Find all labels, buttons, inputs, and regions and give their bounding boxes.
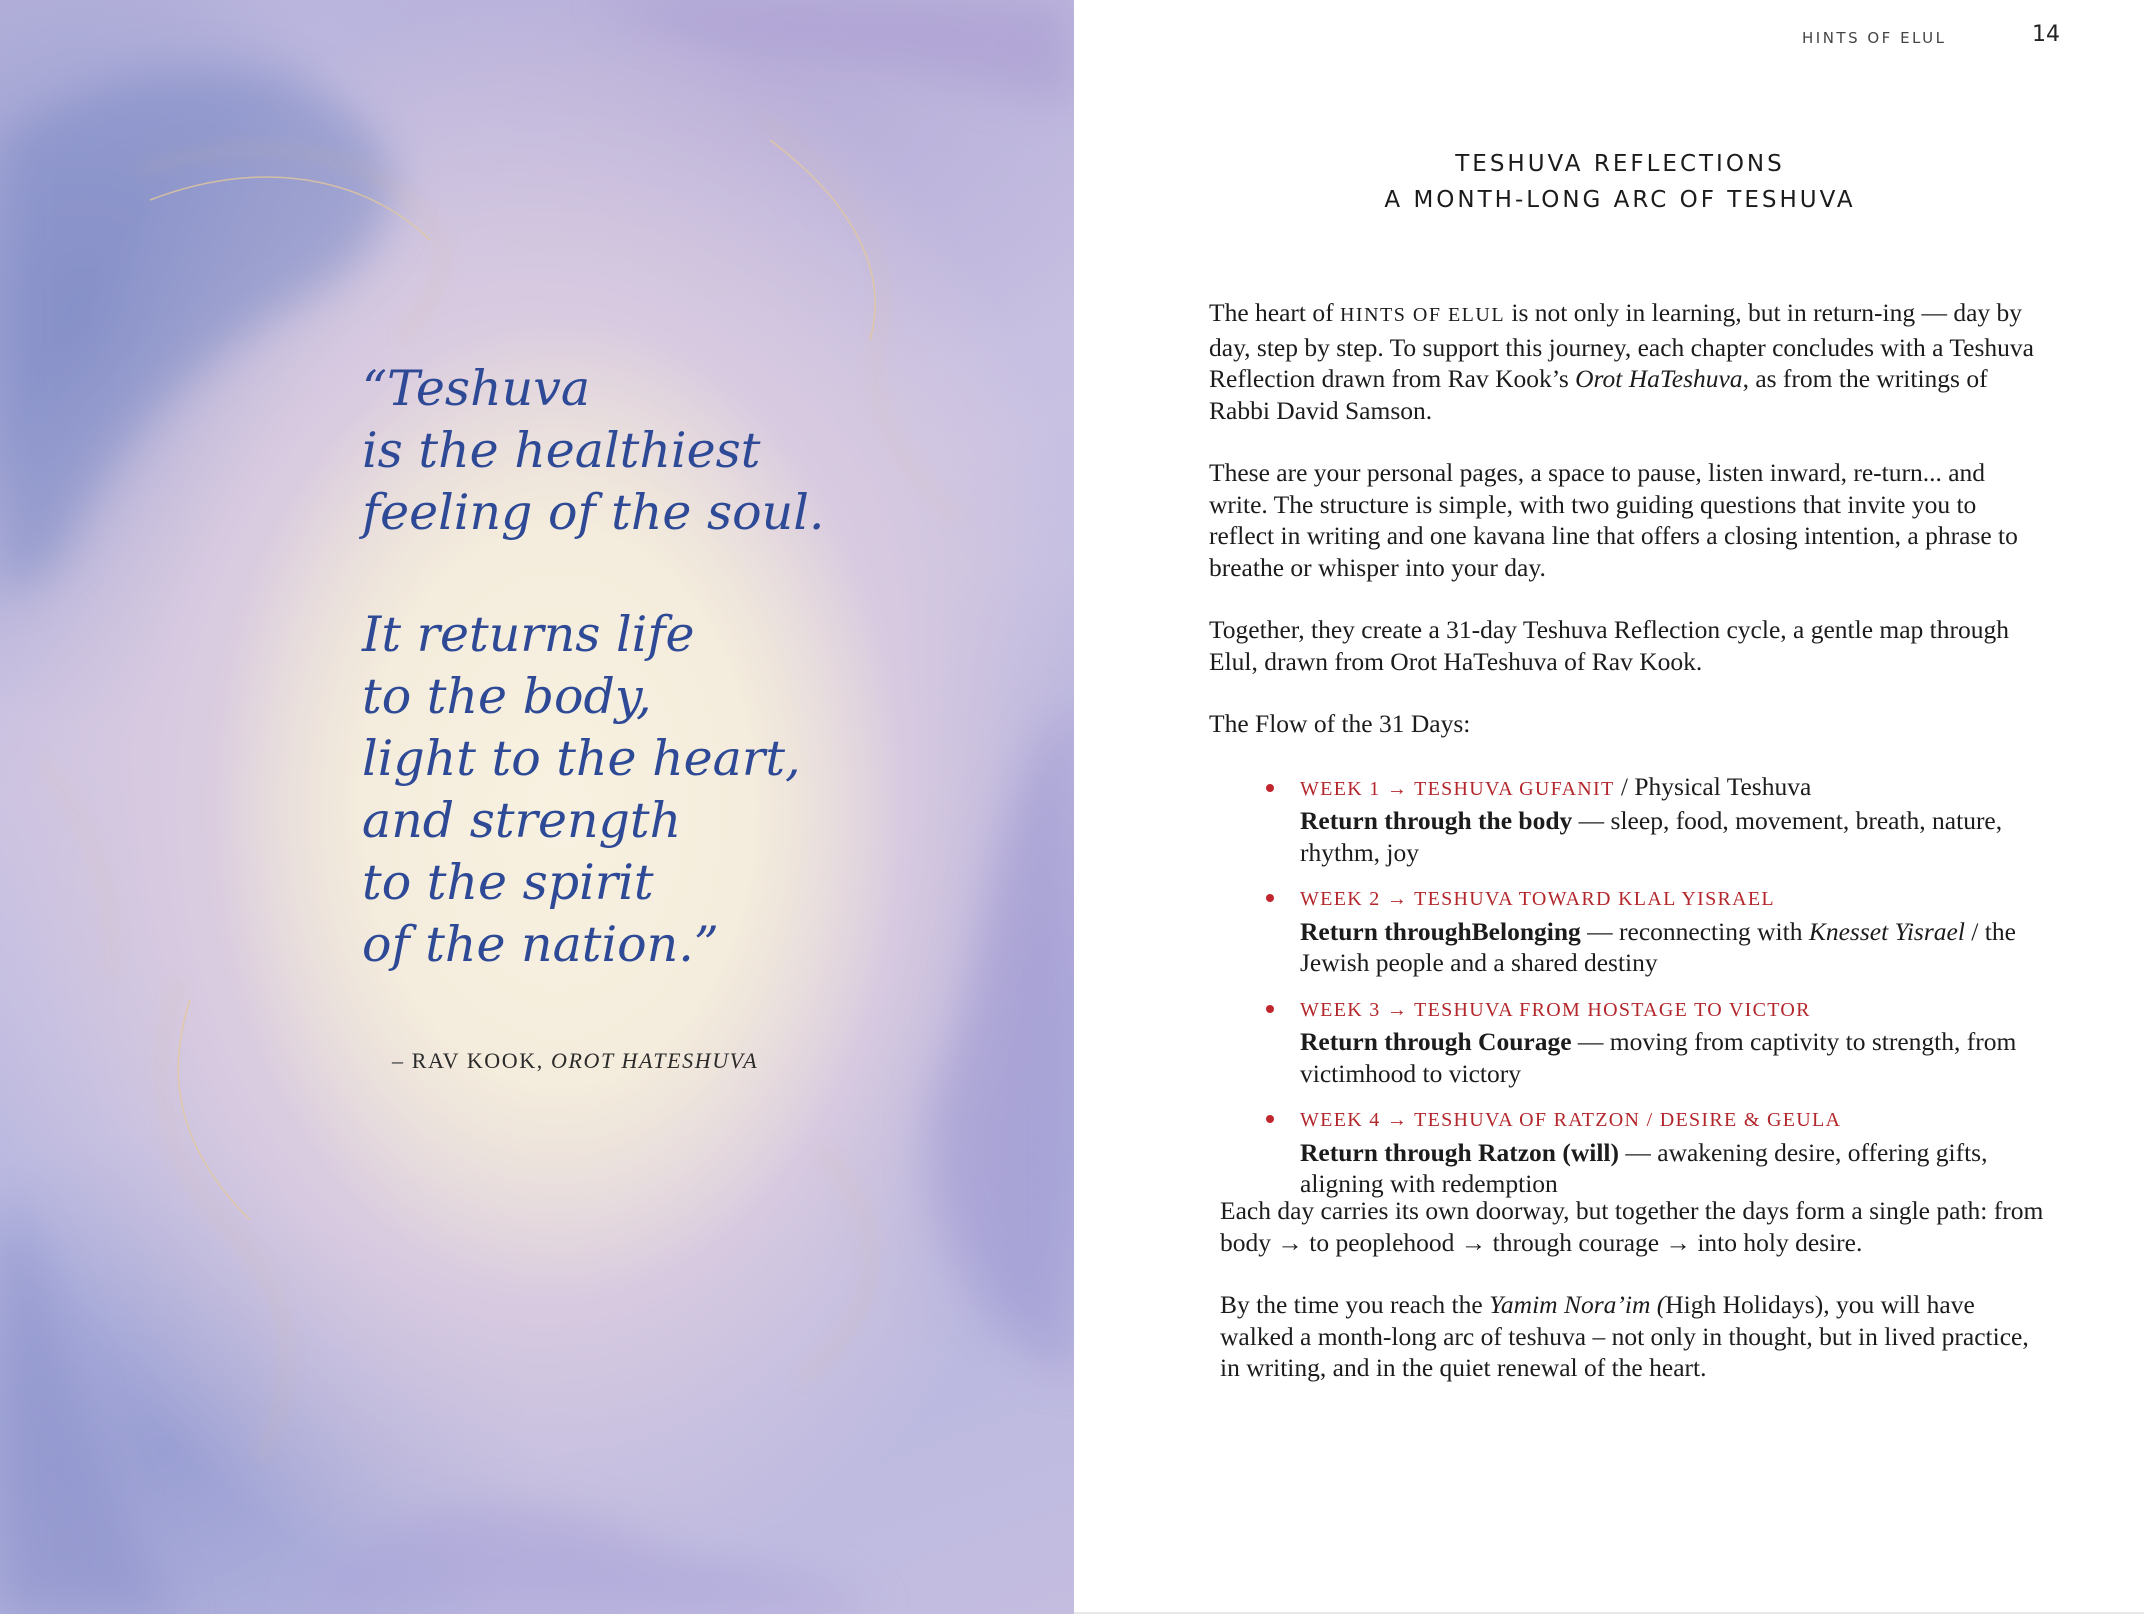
week-label <box>1300 881 2039 916</box>
paragraph-intro <box>1209 297 2039 426</box>
weeks-list <box>1209 771 2039 1200</box>
week-description <box>1300 1137 2039 1200</box>
quote-line: is the healthiest <box>362 422 761 479</box>
flow-heading: The Flow of the 31 Days: <box>1209 709 1471 738</box>
bullet-dot-icon <box>1266 1115 1274 1123</box>
quote-line: of the nation.” <box>362 916 719 973</box>
week-suffix: / Physical Teshuva <box>1614 771 1812 801</box>
week-theme: Return through Ratzon (will) <box>1300 1137 1619 1167</box>
week-description <box>1300 1026 2039 1089</box>
week-detail: — awakening desire, offering gifts, aligning with redemption <box>1300 1137 1988 1198</box>
body-text <box>1209 297 2039 1213</box>
bullet-dot-icon <box>1266 894 1274 902</box>
week-detail-tail: / the Jewish people and a shared destiny <box>1300 916 2016 977</box>
quote-stanza-1 <box>362 358 1002 544</box>
quote-stanza-2 <box>362 604 1002 976</box>
week-label <box>1300 992 2039 1027</box>
bullet-dot-icon <box>1266 784 1274 792</box>
week-detail: — moving from captivity to strength, from victimhood to victory <box>1300 1027 2017 1088</box>
quote-line: to the body, <box>362 668 652 725</box>
week-description <box>1300 916 2039 979</box>
intro-text: , as from the writings of Rabbi David Samson. <box>1209 364 1988 425</box>
quote-line: and strength <box>362 792 682 849</box>
paragraph-structure: These are your personal pages, a space to pause, listen inward, re-turn... and write. The structure is simple, with two guiding questions that invite you to reflect in writing and one kavana line that offers a closing intention, a phrase to breathe or whisper into your day. <box>1209 458 2018 582</box>
week-label <box>1300 1102 2039 1137</box>
week-title: WEEK 1 → TESHUVA GUFANIT <box>1300 777 1615 800</box>
quote-line: light to the heart, <box>362 730 801 787</box>
list-item <box>1209 771 2039 869</box>
list-item <box>1209 881 2039 979</box>
week-detail: — sleep, food, movement, breath, nature, rhythm, joy <box>1300 806 2003 867</box>
paragraph-cycle: Together, they create a 31-day Teshuva Reflection cycle, a gentle map through Elul, drawn from Orot HaTeshuva of Rav Kook. <box>1209 615 2009 676</box>
week-theme: Return through the body <box>1300 806 1573 835</box>
week-detail-italic: Knesset Yisrael <box>1808 916 1965 946</box>
quote-attribution <box>392 1048 758 1074</box>
running-head: HINTS OF ELUL <box>1802 29 1947 47</box>
quote-line: “Teshuva <box>362 360 591 417</box>
intro-text: is not only in learning, but in return-ing — day by day, step by step. To support this journey, each chapter concludes with a Teshuva Reflection drawn from Rav Kook’s <box>1209 298 2034 393</box>
attribution-source: OROT HATESHUVA <box>550 1048 759 1073</box>
paragraph-high-holidays <box>1220 1289 2050 1384</box>
week-theme: Return throughBelonging <box>1300 916 1581 946</box>
quote-line: feeling of the soul. <box>362 484 825 541</box>
closing-text <box>1220 1195 2050 1415</box>
week-title: WEEK 3 → TESHUVA FROM HOSTAGE TO VICTOR <box>1300 998 1811 1021</box>
bullet-dot-icon <box>1266 1005 1274 1013</box>
title-line-2: A MONTH-LONG ARC OF TESHUVA <box>1384 187 1856 213</box>
week-title: WEEK 2 → TESHUVA TOWARD KLAL YISRAEL <box>1300 888 1775 910</box>
quote-line: to the spirit <box>362 854 654 911</box>
week-detail: — reconnecting with <box>1580 916 1809 946</box>
page-title <box>1190 146 2050 218</box>
yamim-noraim: Yamim Nora’im ( <box>1489 1290 1666 1319</box>
book-title-smallcaps: HINTS OF ELUL <box>1339 304 1506 326</box>
intro-text: The heart of <box>1209 298 1340 327</box>
pull-quote <box>362 358 1002 976</box>
paragraph-doorway: Each day carries its own doorway, but together the days form a single path: from body → to peoplehood → through courage → into holy desire. <box>1220 1196 2044 1257</box>
closing-text-b: High Holidays), you will have walked a month-long arc of teshuva – not only in thought, but in lived practice, in writing, and in the quiet renewal of the heart. <box>1220 1290 2029 1382</box>
list-item <box>1209 992 2039 1090</box>
quote-line: It returns life <box>362 606 695 663</box>
week-description <box>1300 805 2039 868</box>
page-number: 14 <box>2032 22 2060 47</box>
week-title: WEEK 4 → TESHUVA OF RATZON / DESIRE & GEULA <box>1300 1109 1842 1131</box>
attribution-author: – RAV KOOK, <box>392 1048 551 1073</box>
week-theme: Return through Courage <box>1300 1027 1572 1056</box>
closing-text-a: By the time you reach the <box>1220 1290 1490 1319</box>
title-line-1: TESHUVA REFLECTIONS <box>1455 151 1785 177</box>
week-label <box>1300 771 2039 806</box>
book-reference: Orot HaTeshuva <box>1575 364 1743 393</box>
list-item <box>1209 1102 2039 1200</box>
